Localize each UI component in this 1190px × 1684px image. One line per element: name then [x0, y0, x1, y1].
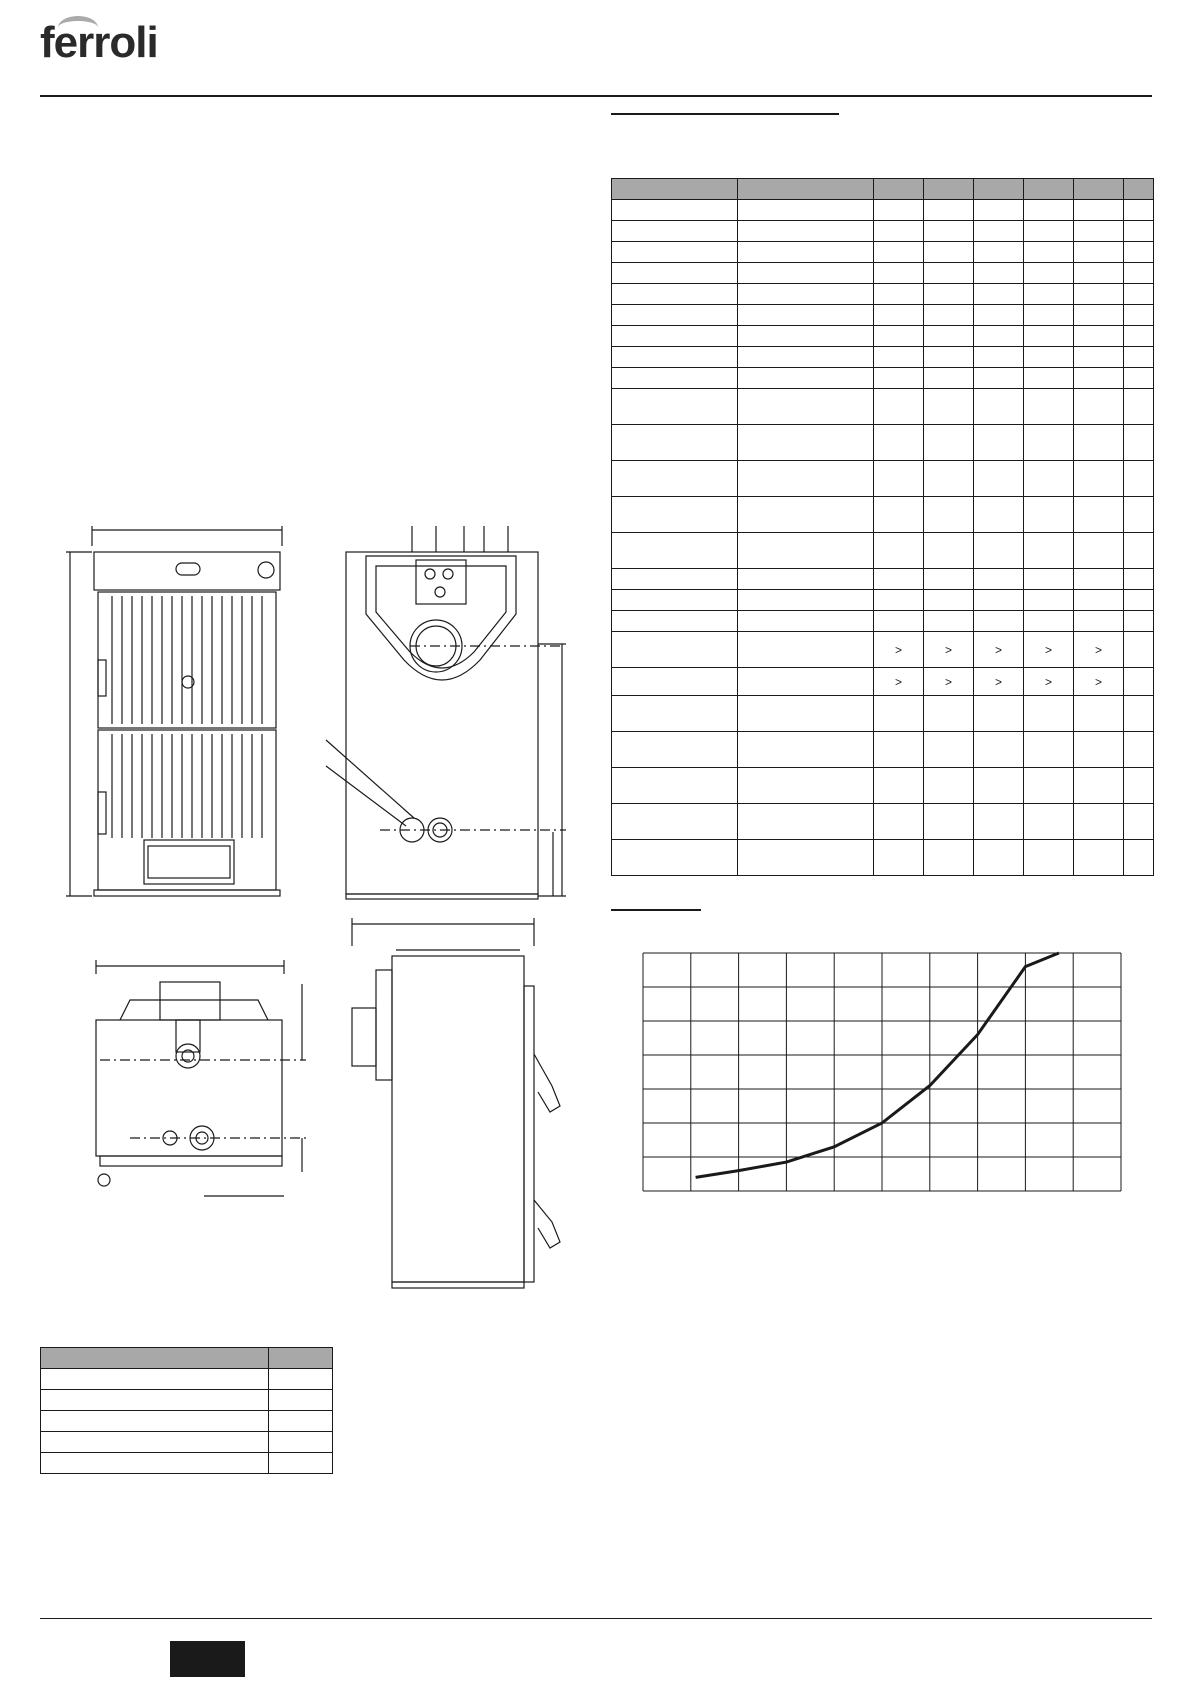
legend-cell	[269, 1453, 333, 1474]
specs-cell	[1024, 284, 1074, 305]
specs-cell	[738, 200, 874, 221]
specs-cell	[974, 200, 1024, 221]
specs-cell	[738, 611, 874, 632]
specs-cell	[612, 242, 738, 263]
specs-cell	[612, 221, 738, 242]
specs-cell	[1124, 668, 1154, 696]
specs-cell	[612, 611, 738, 632]
specs-cell	[1124, 179, 1154, 200]
specs-cell	[612, 732, 738, 768]
specs-cell	[1074, 326, 1124, 347]
specs-cell	[738, 768, 874, 804]
specs-cell	[974, 804, 1024, 840]
specs-row	[612, 425, 1154, 461]
specs-cell	[874, 242, 924, 263]
specs-cell	[1074, 569, 1124, 590]
specs-cell	[1124, 732, 1154, 768]
specs-row	[612, 305, 1154, 326]
specs-cell	[738, 305, 874, 326]
specs-cell	[1024, 425, 1074, 461]
specs-cell	[1074, 242, 1124, 263]
chart-grid	[643, 953, 1121, 1191]
specs-cell	[612, 200, 738, 221]
legend-cell	[41, 1369, 269, 1390]
specs-cell	[1074, 368, 1124, 389]
specs-cell	[1074, 840, 1124, 876]
specs-cell: >	[1074, 632, 1124, 668]
specs-cell	[974, 263, 1024, 284]
specs-row	[612, 347, 1154, 368]
specs-cell	[974, 425, 1024, 461]
specs-cell	[1124, 284, 1154, 305]
specs-cell	[874, 611, 924, 632]
specs-cell	[1074, 221, 1124, 242]
specs-cell	[874, 696, 924, 732]
specs-cell	[738, 497, 874, 533]
specs-cell	[924, 461, 974, 497]
legend-cell	[41, 1411, 269, 1432]
specs-cell	[974, 611, 1024, 632]
legend-cell	[269, 1411, 333, 1432]
specs-cell	[874, 389, 924, 425]
specs-cell	[974, 533, 1024, 569]
specs-cell	[874, 461, 924, 497]
specs-cell	[612, 768, 738, 804]
specs-cell	[1074, 732, 1124, 768]
specs-cell	[924, 326, 974, 347]
specs-cell	[924, 305, 974, 326]
specs-cell	[974, 569, 1024, 590]
specs-cell	[974, 221, 1024, 242]
specs-cell	[1024, 305, 1074, 326]
specs-cell: >	[874, 668, 924, 696]
specs-cell	[1074, 347, 1124, 368]
side-view-drawing	[352, 918, 560, 1288]
specs-cell	[612, 632, 738, 668]
specs-cell	[974, 590, 1024, 611]
specs-cell	[924, 221, 974, 242]
specs-cell	[924, 590, 974, 611]
front-view-drawing	[66, 526, 282, 896]
specs-cell	[1074, 768, 1124, 804]
specs-cell	[1024, 221, 1074, 242]
specs-cell	[738, 590, 874, 611]
specs-cell	[738, 632, 874, 668]
specs-cell	[874, 368, 924, 389]
specs-row	[612, 326, 1154, 347]
specs-cell	[1124, 389, 1154, 425]
specs-cell	[1124, 461, 1154, 497]
specs-cell	[1024, 497, 1074, 533]
specs-cell	[1024, 263, 1074, 284]
specs-cell	[1124, 632, 1154, 668]
specs-cell	[1124, 425, 1154, 461]
specs-header-row	[612, 179, 1154, 200]
specs-cell	[738, 389, 874, 425]
specs-cell	[612, 696, 738, 732]
specs-cell	[1024, 533, 1074, 569]
specs-cell	[924, 840, 974, 876]
specs-cell	[1024, 347, 1074, 368]
page-number-tab	[170, 1641, 245, 1677]
specs-cell	[738, 347, 874, 368]
specs-cell: >	[924, 668, 974, 696]
specs-cell	[924, 533, 974, 569]
rear-view-drawing	[326, 526, 566, 899]
specs-cell	[1124, 326, 1154, 347]
specs-cell	[738, 326, 874, 347]
specs-cell	[738, 533, 874, 569]
footer-rule	[40, 1618, 1152, 1619]
specs-cell	[1074, 200, 1124, 221]
specs-cell	[1074, 804, 1124, 840]
specs-cell	[924, 200, 974, 221]
specs-cell	[738, 569, 874, 590]
specs-cell	[1024, 461, 1074, 497]
specs-cell	[1124, 242, 1154, 263]
specs-cell	[874, 497, 924, 533]
specs-table	[611, 178, 1154, 876]
specs-cell	[974, 179, 1024, 200]
specs-cell	[874, 347, 924, 368]
specs-cell	[1124, 200, 1154, 221]
specs-cell	[612, 668, 738, 696]
specs-cell	[924, 179, 974, 200]
specs-cell	[974, 696, 1024, 732]
specs-cell	[974, 305, 1024, 326]
specs-cell	[974, 840, 1024, 876]
specs-row	[612, 611, 1154, 632]
specs-row	[612, 590, 1154, 611]
legend-row	[41, 1453, 333, 1474]
specs-cell	[612, 179, 738, 200]
specs-cell	[974, 242, 1024, 263]
specs-cell	[1124, 696, 1154, 732]
specs-cell	[924, 768, 974, 804]
legend-row	[41, 1411, 333, 1432]
specs-cell	[1074, 590, 1124, 611]
specs-cell	[738, 284, 874, 305]
specs-cell: >	[874, 632, 924, 668]
specs-cell	[974, 284, 1024, 305]
specs-cell	[1074, 179, 1124, 200]
specs-cell	[1024, 732, 1074, 768]
legend-cell	[269, 1348, 333, 1369]
specs-cell	[1074, 284, 1124, 305]
specs-cell: >	[924, 632, 974, 668]
specs-cell	[1074, 425, 1124, 461]
specs-cell	[974, 461, 1024, 497]
specs-cell	[612, 533, 738, 569]
specs-cell	[1024, 804, 1074, 840]
specs-cell	[1024, 611, 1074, 632]
legend-cell	[41, 1453, 269, 1474]
specs-cell: >	[1024, 632, 1074, 668]
specs-cell	[612, 590, 738, 611]
specs-cell	[1074, 533, 1124, 569]
specs-row	[612, 263, 1154, 284]
specs-cell	[612, 326, 738, 347]
legend-cell	[41, 1432, 269, 1453]
specs-cell	[924, 497, 974, 533]
specs-cell	[1124, 305, 1154, 326]
specs-cell	[874, 732, 924, 768]
specs-cell: >	[974, 668, 1024, 696]
specs-cell	[612, 368, 738, 389]
specs-cell	[874, 533, 924, 569]
specs-cell	[738, 368, 874, 389]
specs-row	[612, 768, 1154, 804]
specs-cell	[1024, 696, 1074, 732]
specs-row	[612, 668, 1154, 696]
specs-cell	[924, 389, 974, 425]
specs-cell	[1024, 569, 1074, 590]
specs-cell	[1124, 497, 1154, 533]
top-view-drawing	[96, 960, 306, 1196]
specs-cell	[1124, 221, 1154, 242]
specs-cell	[612, 804, 738, 840]
specs-cell	[1024, 768, 1074, 804]
specs-cell	[738, 263, 874, 284]
specs-cell	[612, 284, 738, 305]
specs-cell	[874, 590, 924, 611]
specs-cell	[874, 263, 924, 284]
specs-row	[612, 221, 1154, 242]
specs-cell	[1124, 804, 1154, 840]
specs-row	[612, 533, 1154, 569]
specs-cell	[874, 179, 924, 200]
legend-row	[41, 1369, 333, 1390]
specs-cell	[1074, 611, 1124, 632]
specs-cell	[924, 611, 974, 632]
specs-cell	[974, 768, 1024, 804]
specs-cell	[1074, 497, 1124, 533]
specs-cell	[738, 804, 874, 840]
specs-cell	[1124, 569, 1154, 590]
specs-cell	[1124, 263, 1154, 284]
specs-row	[612, 804, 1154, 840]
specs-cell	[874, 284, 924, 305]
legend-cell	[269, 1390, 333, 1411]
specs-cell	[1024, 590, 1074, 611]
specs-cell	[874, 305, 924, 326]
specs-cell	[974, 326, 1024, 347]
specs-cell	[1074, 263, 1124, 284]
specs-cell	[974, 368, 1024, 389]
specs-cell	[738, 840, 874, 876]
specs-cell	[1024, 389, 1074, 425]
specs-cell	[874, 221, 924, 242]
specs-cell	[974, 497, 1024, 533]
specs-cell	[1124, 768, 1154, 804]
specs-cell	[738, 668, 874, 696]
specs-cell: >	[974, 632, 1024, 668]
specs-cell	[612, 347, 738, 368]
specs-cell	[1024, 326, 1074, 347]
specs-cell	[924, 284, 974, 305]
legend-cell	[269, 1432, 333, 1453]
specs-cell: >	[1074, 668, 1124, 696]
specs-row	[612, 569, 1154, 590]
specs-cell	[1024, 179, 1074, 200]
specs-cell	[874, 569, 924, 590]
legend-cell	[269, 1369, 333, 1390]
specs-cell	[924, 347, 974, 368]
legend-row	[41, 1390, 333, 1411]
specs-row	[612, 696, 1154, 732]
specs-cell	[1074, 389, 1124, 425]
specs-cell	[1024, 368, 1074, 389]
specs-row	[612, 732, 1154, 768]
specs-cell	[612, 305, 738, 326]
ferroli-logo: ferroli	[40, 18, 158, 67]
specs-cell	[738, 732, 874, 768]
specs-row	[612, 461, 1154, 497]
specs-cell	[874, 768, 924, 804]
specs-cell	[974, 732, 1024, 768]
legend-table	[40, 1347, 333, 1474]
specs-cell	[612, 425, 738, 461]
specs-cell	[612, 569, 738, 590]
specs-cell	[924, 732, 974, 768]
legend-cell	[41, 1348, 269, 1369]
specs-cell	[874, 804, 924, 840]
specs-cell	[1024, 200, 1074, 221]
specs-row	[612, 632, 1154, 668]
specs-cell	[1074, 696, 1124, 732]
specs-cell	[874, 326, 924, 347]
legend-row	[41, 1432, 333, 1453]
specs-row	[612, 368, 1154, 389]
specs-cell	[738, 179, 874, 200]
specs-cell	[924, 263, 974, 284]
specs-cell	[1124, 590, 1154, 611]
specs-cell	[612, 497, 738, 533]
specs-cell	[738, 221, 874, 242]
specs-cell	[1124, 611, 1154, 632]
specs-row	[612, 242, 1154, 263]
specs-cell	[974, 389, 1024, 425]
specs-cell	[924, 804, 974, 840]
specs-cell	[874, 425, 924, 461]
pressure-loss-chart	[640, 950, 1124, 1196]
legend-header-row	[41, 1348, 333, 1369]
specs-row	[612, 200, 1154, 221]
specs-cell	[1024, 242, 1074, 263]
specs-cell	[924, 425, 974, 461]
specs-row	[612, 389, 1154, 425]
specs-cell	[874, 840, 924, 876]
specs-cell	[1124, 533, 1154, 569]
specs-row	[612, 497, 1154, 533]
specs-cell	[612, 461, 738, 497]
specs-cell	[974, 347, 1024, 368]
specs-cell	[738, 696, 874, 732]
specs-cell	[924, 368, 974, 389]
specs-row	[612, 840, 1154, 876]
specs-cell	[924, 569, 974, 590]
specs-cell	[738, 461, 874, 497]
specs-cell	[612, 389, 738, 425]
specs-cell	[1074, 305, 1124, 326]
specs-cell	[1024, 840, 1074, 876]
specs-row	[612, 284, 1154, 305]
specs-cell	[612, 263, 738, 284]
legend-cell	[41, 1390, 269, 1411]
specs-cell	[738, 425, 874, 461]
specs-cell	[924, 696, 974, 732]
graph-section-title-rule	[611, 909, 701, 911]
specs-cell	[1074, 461, 1124, 497]
specs-cell	[738, 242, 874, 263]
specs-cell	[1124, 347, 1154, 368]
specs-cell: >	[1024, 668, 1074, 696]
specs-cell	[924, 242, 974, 263]
specs-cell	[1124, 840, 1154, 876]
specs-cell	[1124, 368, 1154, 389]
specs-cell	[874, 200, 924, 221]
specs-cell	[612, 840, 738, 876]
